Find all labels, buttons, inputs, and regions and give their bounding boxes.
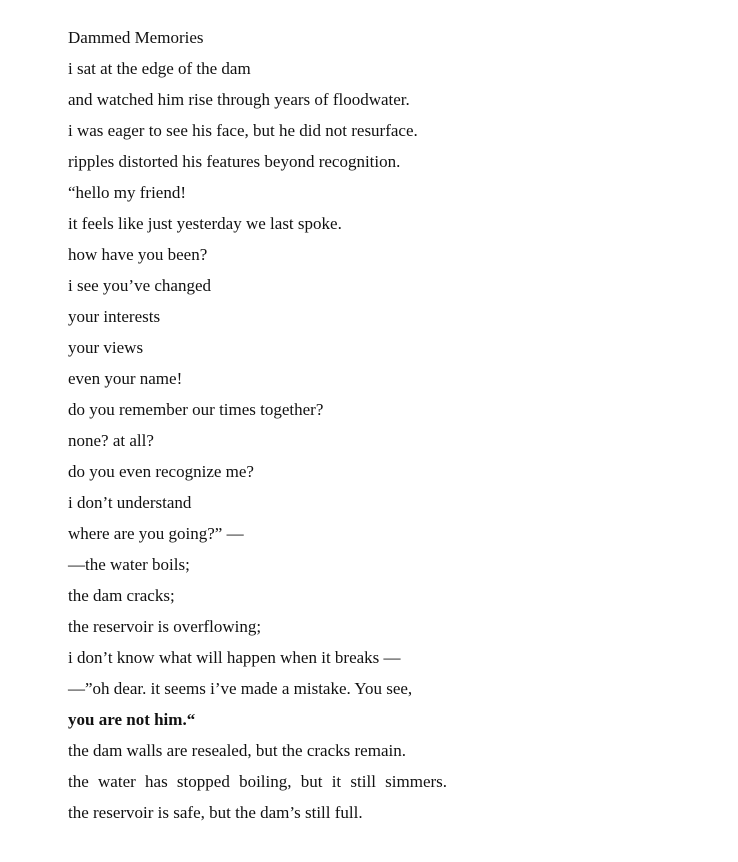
poem-line: ripples distorted his features beyond recognition. [68,152,401,171]
poem-line: none? at all? [68,431,154,450]
poem-line: do you remember our times together? [68,400,324,419]
poem-line: the water has stopped boiling, but it still simmers. [68,772,448,791]
poem-line-emphasis: you are not him.“ [68,710,196,729]
poem-line: the reservoir is safe, but the dam’s still full. [68,803,363,822]
poem-line: i don’t know what will happen when it breaks — [68,648,401,667]
poem-line: even your name! [68,369,183,388]
poem-line: the reservoir is overflowing; [68,617,262,636]
poem-line: —the water boils; [68,555,190,574]
poem-line: it feels like just yesterday we last spoke. [68,214,342,233]
poem-line: —”oh dear. it seems i’ve made a mistake. You see, [68,679,413,698]
poem-line: “hello my friend! [68,183,187,202]
poem-line: i sat at the edge of the dam [68,59,251,78]
poem-line: the dam walls are resealed, but the cracks remain. [68,741,406,760]
poem-line: and watched him rise through years of floodwater. [68,90,410,109]
poem-line: i see you’ve changed [68,276,212,295]
poem [68,22,708,828]
poem-line: your interests [68,307,161,326]
poem-line: how have you been? [68,245,208,264]
poem-line: where are you going?” — [68,524,244,543]
poem-line: your views [68,338,144,357]
poem-line: do you even recognize me? [68,462,254,481]
poem-line: i was eager to see his face, but he did not resurface. [68,121,418,140]
poem-title: Dammed Memories [68,28,204,47]
poem-line: i don’t understand [68,493,192,512]
poem-line: the dam cracks; [68,586,175,605]
